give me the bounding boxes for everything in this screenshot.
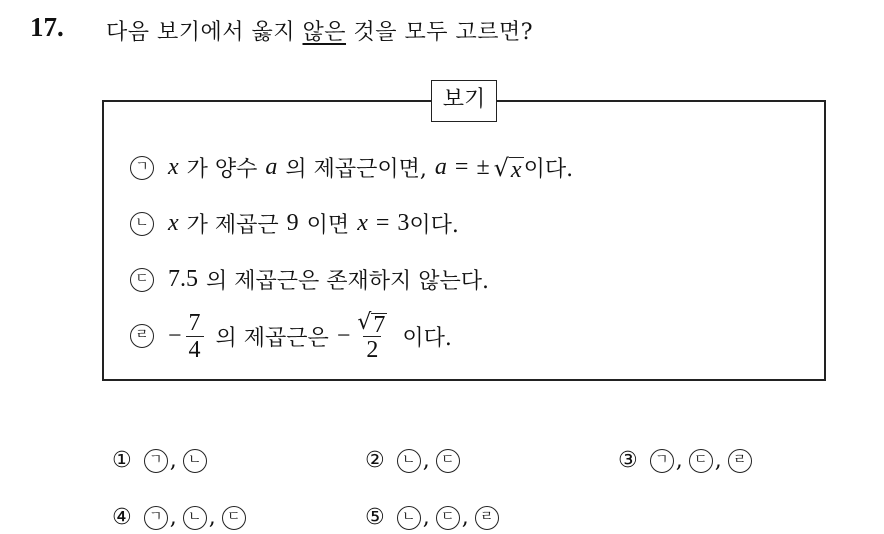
math-operator: = (375, 210, 390, 236)
item-text: 가 제곱근 (186, 213, 279, 238)
example-item-2 (130, 208, 459, 239)
math-number: 9 (286, 210, 299, 236)
marker-circle: ㄴ (130, 212, 154, 236)
fraction-denominator: 2 (363, 336, 381, 363)
marker-circle: ㄷ (222, 506, 246, 530)
fraction-numerator: 7 (188, 309, 201, 336)
question-text (106, 15, 533, 46)
math-var: a (434, 154, 447, 180)
choice-number: ③ (618, 448, 638, 473)
item-text: 의 제곱근이면, (285, 157, 427, 182)
choice-number: ⑤ (365, 505, 385, 530)
choice-number: ② (365, 448, 385, 473)
question-number: 17. (30, 12, 64, 42)
fraction-numerator: √ 7 (357, 310, 386, 338)
math-sign: − (336, 322, 351, 349)
choice-number: ① (112, 448, 132, 473)
marker-circle: ㄷ (436, 506, 460, 530)
marker-circle: ㄹ (475, 506, 499, 530)
math-var: x (168, 154, 179, 180)
math-operator: = (454, 154, 469, 180)
item-tail: 이다. (402, 325, 452, 351)
answer-choice-3[interactable]: ③ ㄱ , ㄷ , ㄹ (618, 448, 752, 473)
math-var: x (168, 210, 179, 236)
marker-circle: ㄷ (130, 268, 154, 292)
math-number: 3 (397, 210, 410, 236)
marker-circle: ㄴ (183, 449, 207, 473)
item-text: 의 제곱근은 존재하지 않는다. (206, 269, 489, 294)
question-text-before: 다음 보기에서 옳지 (106, 20, 303, 45)
marker-circle: ㄴ (397, 506, 421, 530)
item-tail: 이다. (523, 157, 574, 182)
marker-circle: ㄱ (650, 449, 674, 473)
choice-number: ④ (112, 505, 132, 530)
math-var: a (265, 154, 278, 180)
marker-circle: ㄴ (397, 449, 421, 473)
math-fraction (186, 310, 204, 363)
answer-choice-1[interactable]: ① ㄱ , ㄴ (112, 448, 207, 473)
sqrt-argument: 7 (373, 312, 386, 338)
marker-circle: ㄹ (130, 324, 154, 348)
marker-circle: ㄷ (436, 449, 460, 473)
math-fraction (354, 309, 390, 363)
math-var: x (357, 210, 368, 236)
example-item-1 (130, 152, 573, 183)
marker-circle: ㄹ (728, 449, 752, 473)
math-sign: − (168, 322, 182, 349)
marker-circle: ㄷ (689, 449, 713, 473)
question-underlined-word: 않은 (302, 20, 347, 45)
item-tail: 이다. (409, 213, 459, 238)
answer-choice-5[interactable]: ⑤ ㄴ , ㄷ , ㄹ (365, 505, 499, 530)
marker-circle: ㄴ (183, 506, 207, 530)
marker-circle: ㄱ (144, 506, 168, 530)
answer-choice-4[interactable]: ④ ㄱ , ㄴ , ㄷ (112, 505, 246, 530)
example-box-title: 보기 (431, 80, 497, 122)
example-item-3 (130, 264, 489, 295)
math-plus-minus: ± (476, 154, 490, 180)
marker-circle: ㄱ (144, 449, 168, 473)
math-sqrt: √ x (493, 153, 522, 183)
item-text: 가 양수 (186, 157, 258, 182)
marker-circle: ㄱ (130, 156, 154, 180)
item-text: 의 제곱근은 (215, 325, 329, 351)
math-number: 7.5 (168, 266, 198, 292)
question-text-after: 것을 모두 고르면? (346, 20, 534, 45)
answer-choice-2[interactable]: ② ㄴ , ㄷ (365, 448, 460, 473)
fraction-denominator: 4 (186, 336, 204, 363)
example-item-4 (130, 309, 452, 363)
item-text: 이면 (306, 213, 350, 238)
